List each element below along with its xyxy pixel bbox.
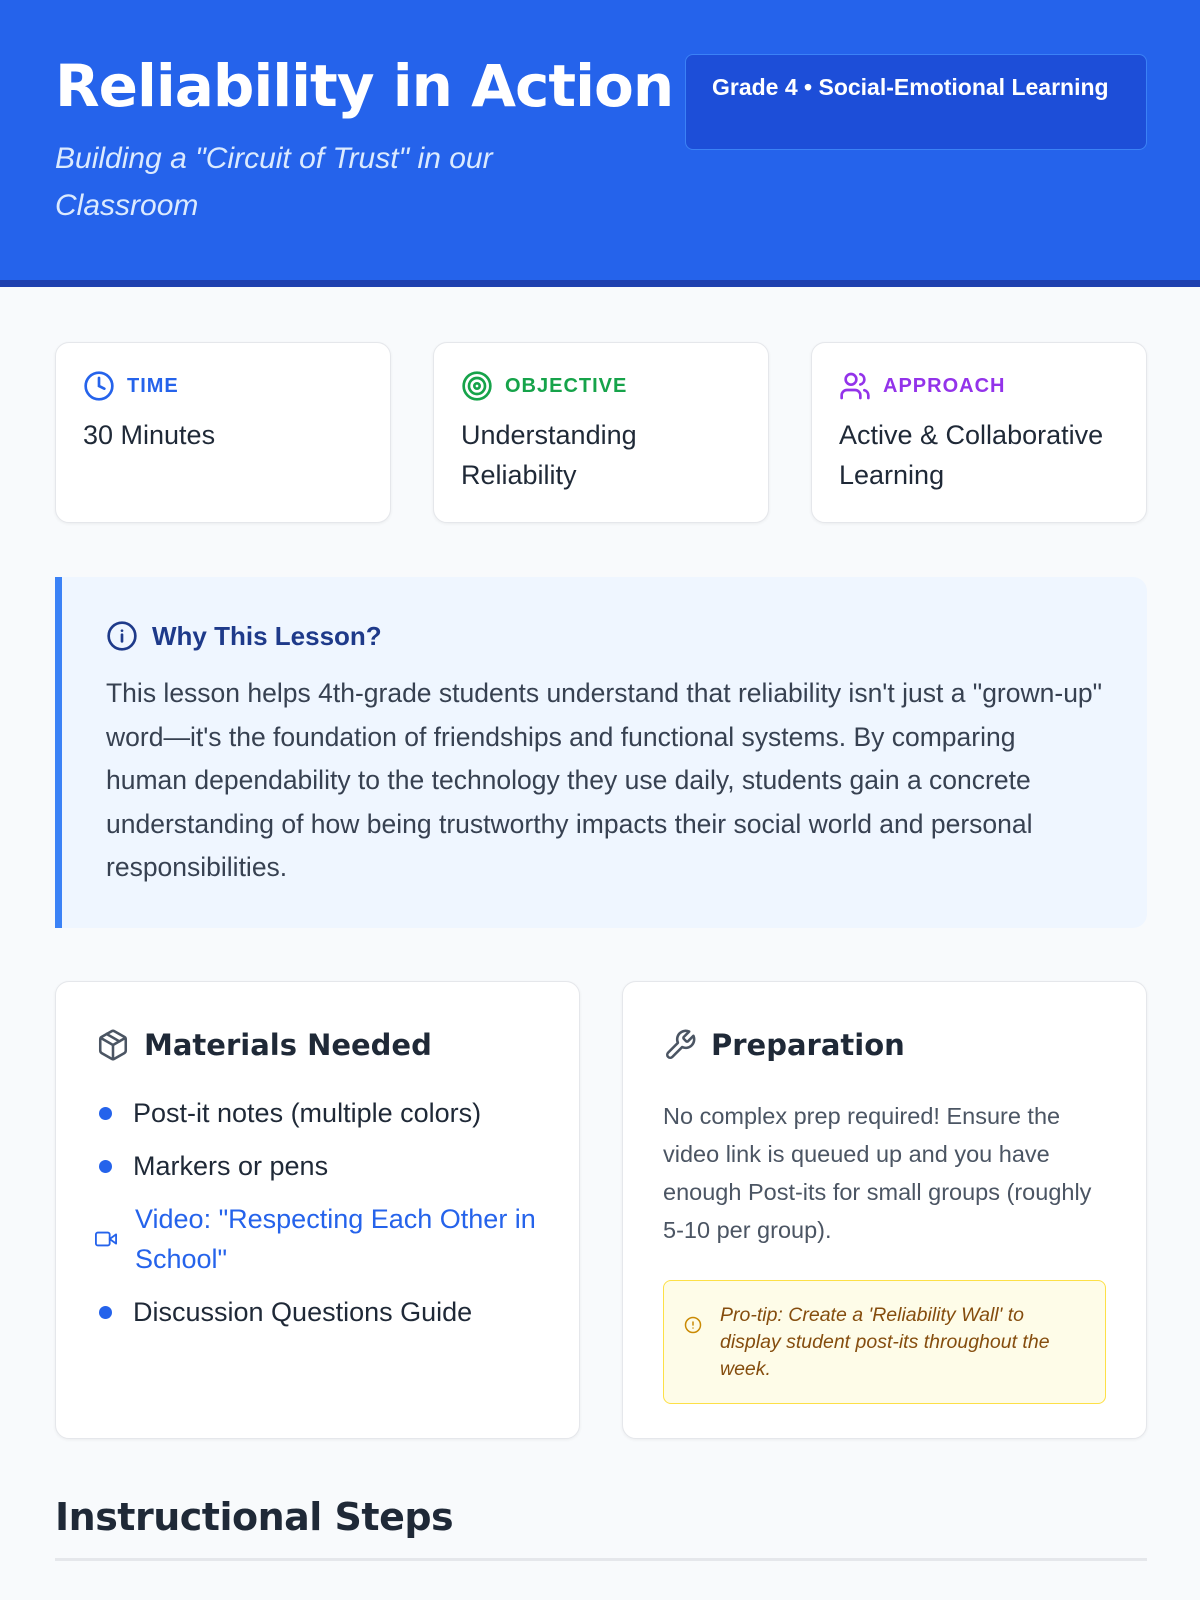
details-columns — [55, 981, 1147, 1439]
wrench-icon — [663, 1028, 697, 1062]
preparation-header — [663, 1024, 1106, 1066]
materials-header — [96, 1024, 539, 1066]
page-subtitle: Building a "Circuit of Trust" in our Classroom — [55, 142, 493, 222]
pro-tip-callout — [663, 1280, 1106, 1404]
section-divider — [55, 1558, 1147, 1561]
instructional-steps-heading: Instructional Steps — [55, 1495, 454, 1539]
material-label: Post-it notes (multiple colors) — [133, 1098, 482, 1128]
why-title: Why This Lesson? — [152, 620, 382, 651]
stat-card-objective — [433, 342, 769, 523]
stats-row — [55, 342, 1147, 523]
materials-card — [55, 981, 580, 1439]
why-text: This lesson helps 4th-grade students understand that reliability isn't just a "grown-up" word—it's the foundation of friendships and functional systems. By comparing human dependability to the technology they use daily, students gain a concrete understanding of how being trustworthy impacts their social world and personal responsibilities. — [106, 678, 1103, 882]
preparation-card — [622, 981, 1147, 1439]
stat-header-objective — [461, 371, 741, 401]
stat-header-approach — [839, 371, 1119, 401]
target-icon — [461, 370, 493, 402]
stat-header-time — [83, 371, 363, 401]
stat-label-time: TIME — [127, 374, 179, 397]
pro-tip-text: Pro-tip: Create a 'Reliability Wall' to display student post-its throughout the week. — [720, 1304, 1050, 1380]
materials-title: Materials Needed — [144, 1028, 432, 1062]
materials-list — [96, 1093, 539, 1332]
video-icon — [95, 1228, 117, 1250]
stat-label-objective: OBJECTIVE — [505, 374, 628, 397]
bullet-icon — [99, 1160, 112, 1173]
preparation-text: No complex prep required! Ensure the video link is queued up and you have enough Post-its for small groups (roughly 5-10 per group). — [663, 1103, 1092, 1243]
stat-label-approach: APPROACH — [883, 374, 1006, 397]
list-item — [96, 1093, 539, 1133]
stat-value-objective: Understanding Reliability — [461, 420, 637, 490]
users-icon — [839, 370, 871, 402]
material-label: Markers or pens — [133, 1151, 329, 1181]
grade-badge: Grade 4 • Social-Emotional Learning — [685, 54, 1147, 150]
bullet-icon — [99, 1107, 112, 1120]
lesson-header — [0, 0, 1200, 287]
list-item-video[interactable] — [96, 1199, 539, 1279]
stat-card-time — [55, 342, 391, 523]
page-title: Reliability in Action — [55, 52, 674, 120]
why-this-lesson-callout — [55, 577, 1147, 928]
list-item — [96, 1292, 539, 1332]
material-label: Discussion Questions Guide — [133, 1297, 473, 1327]
bullet-icon — [99, 1306, 112, 1319]
alert-circle-icon — [684, 1316, 702, 1334]
video-link[interactable]: Video: "Respecting Each Other in School" — [135, 1204, 536, 1274]
box-icon — [96, 1028, 130, 1062]
info-icon — [106, 620, 138, 652]
preparation-title: Preparation — [711, 1028, 905, 1062]
clock-icon — [83, 370, 115, 402]
stat-value-approach: Active & Collaborative Learning — [839, 420, 1104, 490]
stat-value-time: 30 Minutes — [83, 420, 216, 450]
stat-card-approach — [811, 342, 1147, 523]
why-header — [106, 620, 1103, 652]
list-item — [96, 1146, 539, 1186]
